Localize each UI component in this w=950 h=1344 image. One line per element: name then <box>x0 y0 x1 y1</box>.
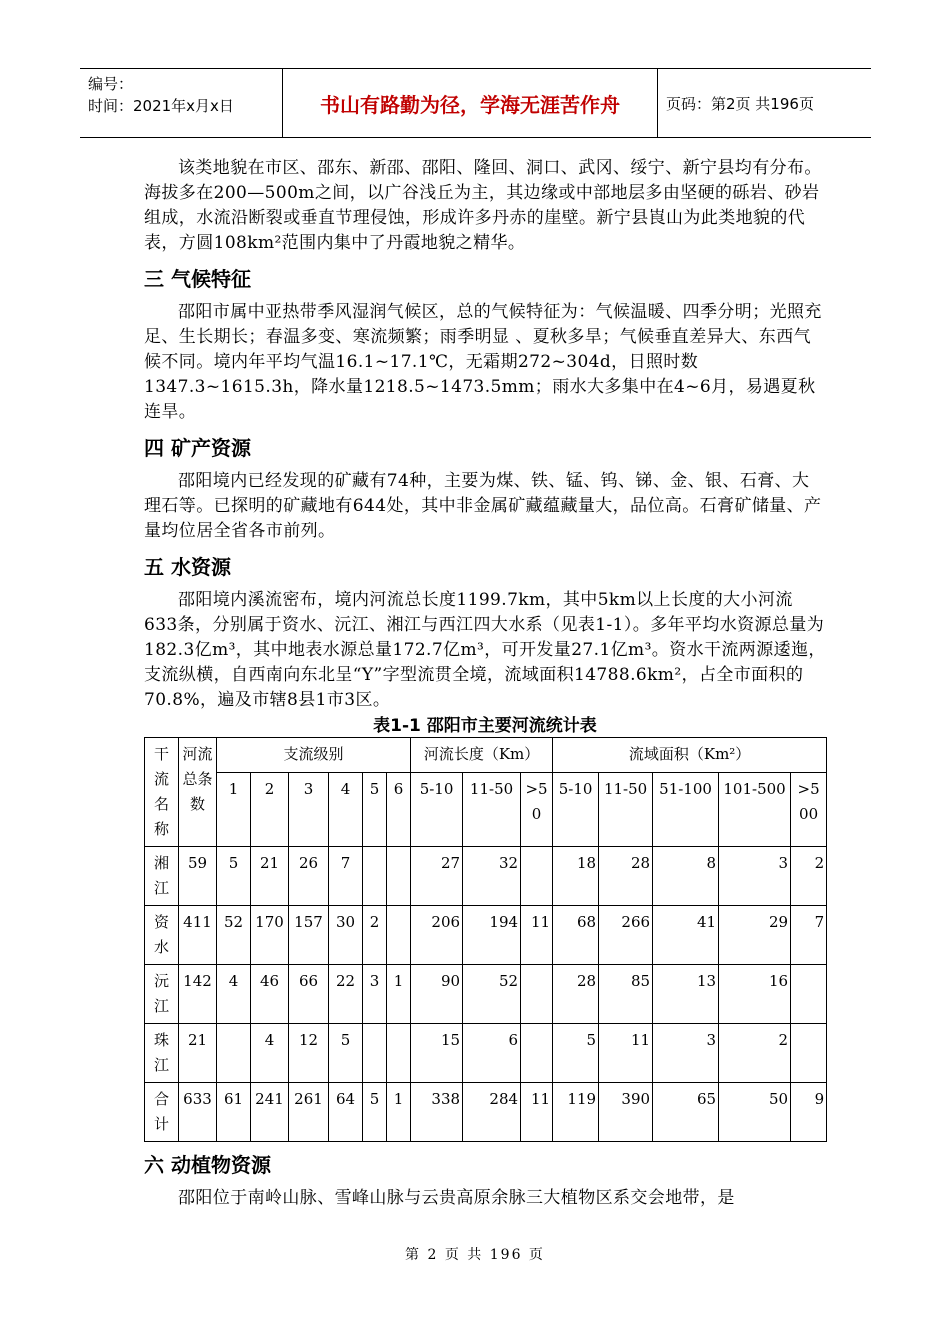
table-cell: 266 <box>599 906 653 965</box>
table-cell: 7 <box>791 906 827 965</box>
th-level: 6 <box>387 773 411 847</box>
heading-minerals: 四 矿产资源 <box>144 436 251 460</box>
page-footer: 第 2 页 共 196 页 <box>405 1247 545 1263</box>
th-len-range: 11-50 <box>463 773 521 847</box>
table-cell: 61 <box>217 1083 251 1142</box>
table-cell: 26 <box>289 847 329 906</box>
table-cell: 13 <box>653 965 719 1024</box>
th-level: 1 <box>217 773 251 847</box>
th-area-range: 11-50 <box>599 773 653 847</box>
table-cell: 85 <box>599 965 653 1024</box>
table-cell: 5 <box>217 847 251 906</box>
header-number: 编号： <box>88 75 134 93</box>
table-cell: 194 <box>463 906 521 965</box>
table-cell <box>521 965 553 1024</box>
table-cell: 29 <box>719 906 791 965</box>
table-cell: 284 <box>463 1083 521 1142</box>
th-name: 干流名称 <box>145 738 179 847</box>
th-level: 3 <box>289 773 329 847</box>
table-cell: 64 <box>329 1083 363 1142</box>
table-cell <box>791 1024 827 1083</box>
table-cell: 15 <box>411 1024 463 1083</box>
th-area-range: 5-10 <box>553 773 599 847</box>
paragraph-minerals: 邵阳境内已经发现的矿藏有74种，主要为煤、铁、锰、钨、锑、金、银、石膏、大理石等。已探明的矿藏地有644处，其中非金属矿藏蕴藏量大，品位高。石膏矿储量、产量均位居全省各市前列。 <box>144 471 822 541</box>
table-cell: 633 <box>179 1083 217 1142</box>
header-page: 页码：第2页 共196页 <box>666 94 814 113</box>
th-area: 流域面积（Km²） <box>553 738 827 773</box>
table-cell: 1 <box>387 965 411 1024</box>
heading-water: 五 水资源 <box>144 555 231 579</box>
table-cell: 142 <box>179 965 217 1024</box>
table-cell: 2 <box>791 847 827 906</box>
table-cell: 119 <box>553 1083 599 1142</box>
header-meta <box>80 69 283 137</box>
th-len-range: >50 <box>521 773 553 847</box>
table-cell: 68 <box>553 906 599 965</box>
table-cell: 206 <box>411 906 463 965</box>
table-cell: 3 <box>719 847 791 906</box>
table-cell: 5 <box>363 1083 387 1142</box>
th-level: 4 <box>329 773 363 847</box>
table-cell: 52 <box>217 906 251 965</box>
table-cell <box>387 847 411 906</box>
table-cell: 59 <box>179 847 217 906</box>
table-cell: 50 <box>719 1083 791 1142</box>
table-cell: 7 <box>329 847 363 906</box>
table-cell: 1 <box>387 1083 411 1142</box>
river-table <box>144 737 827 1142</box>
th-area-range: 101-500 <box>719 773 791 847</box>
table-cell: 66 <box>289 965 329 1024</box>
river-name-cell: 湘江 <box>145 847 179 906</box>
paragraph-water: 邵阳境内溪流密布，境内河流总长度1199.7km，其中5km以上长度的大小河流633条，分别属于资水、沅江、湘江与西江四大水系（见表1-1）。多年平均水资源总量为182.3亿m³，其中地表水源总量172.7亿m³，可开发量27.1亿m³。资水干流两源逶迤，支流纵横，自西南向东北呈“Y”字型流贯全境，流域面积14788.6km²，占全市面积的70.8%，遍及市辖8县1市3区。 <box>144 590 826 710</box>
table-cell <box>387 906 411 965</box>
page-header <box>80 68 871 138</box>
th-level: 5 <box>363 773 387 847</box>
heading-flora-fauna: 六 动植物资源 <box>144 1153 271 1177</box>
table-cell: 11 <box>599 1024 653 1083</box>
table-cell <box>387 1024 411 1083</box>
table-body <box>145 847 827 1142</box>
table-row <box>145 1024 827 1083</box>
table-row <box>145 965 827 1024</box>
river-name-cell: 合计 <box>145 1083 179 1142</box>
th-area-range: 51-100 <box>653 773 719 847</box>
header-motto: 书山有路勤为径，学海无涯苦作舟 <box>283 69 658 137</box>
river-name-cell: 珠江 <box>145 1024 179 1083</box>
table-caption: 表1-1 邵阳市主要河流统计表 <box>373 716 597 736</box>
th-level: 2 <box>251 773 289 847</box>
table-cell: 411 <box>179 906 217 965</box>
table-cell: 390 <box>599 1083 653 1142</box>
table-cell: 11 <box>521 1083 553 1142</box>
table-cell: 170 <box>251 906 289 965</box>
table-cell: 27 <box>411 847 463 906</box>
table-cell: 261 <box>289 1083 329 1142</box>
table-cell: 21 <box>251 847 289 906</box>
table-cell: 21 <box>179 1024 217 1083</box>
river-name-cell: 资水 <box>145 906 179 965</box>
th-length: 河流长度（Km） <box>411 738 553 773</box>
th-area-range: >500 <box>791 773 827 847</box>
table-row <box>145 847 827 906</box>
table-cell: 5 <box>329 1024 363 1083</box>
table-cell: 241 <box>251 1083 289 1142</box>
table-cell: 8 <box>653 847 719 906</box>
table-cell: 52 <box>463 965 521 1024</box>
river-name-cell: 沅江 <box>145 965 179 1024</box>
table-cell: 6 <box>463 1024 521 1083</box>
table-cell: 18 <box>553 847 599 906</box>
table-header-row-1 <box>145 738 827 773</box>
document-body <box>144 156 826 1211</box>
table-cell: 5 <box>553 1024 599 1083</box>
paragraph-climate: 邵阳市属中亚热带季风湿润气候区，总的气候特征为：气候温暖、四季分明；光照充足、生长期长；春温多变、寒流频繁；雨季明显 、夏秋多旱；气候垂直差异大、东西气候不同。境内年平均气温16.1~17.1℃，无霜期272~304d，日照时数1347.3~1615.3h，降水量1218.5~1473.5mm；雨水大多集中在4~6月，易遇夏秋连旱。 <box>144 302 822 422</box>
table-cell: 3 <box>363 965 387 1024</box>
table-cell <box>363 1024 387 1083</box>
table-cell: 16 <box>719 965 791 1024</box>
table-cell: 4 <box>217 965 251 1024</box>
table-cell: 90 <box>411 965 463 1024</box>
table-cell <box>363 847 387 906</box>
th-branch: 支流级别 <box>217 738 411 773</box>
table-cell: 32 <box>463 847 521 906</box>
table-cell: 4 <box>251 1024 289 1083</box>
table-cell: 41 <box>653 906 719 965</box>
table-cell: 65 <box>653 1083 719 1142</box>
table-header-row-2 <box>145 773 827 847</box>
table-cell <box>217 1024 251 1083</box>
table-cell: 9 <box>791 1083 827 1142</box>
table-cell: 3 <box>653 1024 719 1083</box>
table-cell: 157 <box>289 906 329 965</box>
table-row <box>145 1083 827 1142</box>
table-cell: 11 <box>521 906 553 965</box>
heading-climate: 三 气候特征 <box>144 267 251 291</box>
table-cell: 28 <box>553 965 599 1024</box>
table-cell: 338 <box>411 1083 463 1142</box>
header-date: 时间：2021年x月x日 <box>88 97 234 115</box>
table-cell: 2 <box>719 1024 791 1083</box>
th-total: 河流总条数 <box>179 738 217 847</box>
table-cell: 22 <box>329 965 363 1024</box>
table-cell <box>791 965 827 1024</box>
table-cell: 12 <box>289 1024 329 1083</box>
table-cell <box>521 1024 553 1083</box>
table-cell: 28 <box>599 847 653 906</box>
table-cell: 46 <box>251 965 289 1024</box>
table-row <box>145 906 827 965</box>
th-len-range: 5-10 <box>411 773 463 847</box>
table-cell <box>521 847 553 906</box>
table-cell: 30 <box>329 906 363 965</box>
table-cell: 2 <box>363 906 387 965</box>
paragraph-danxia: 该类地貌在市区、邵东、新邵、邵阳、隆回、洞口、武冈、绥宁、新宁县均有分布。海拔多在200—500m之间，以广谷浅丘为主，其边缘或中部地层多由坚硬的砾岩、砂岩组成，水流沿断裂或垂直节理侵蚀，形成许多丹赤的崖壁。新宁县崀山为此类地貌的代表，方圆108km²范围内集中了丹霞地貌之精华。 <box>144 158 822 253</box>
paragraph-flora-fauna: 邵阳位于南岭山脉、雪峰山脉与云贵高原余脉三大植物区系交会地带，是 <box>178 1188 735 1208</box>
